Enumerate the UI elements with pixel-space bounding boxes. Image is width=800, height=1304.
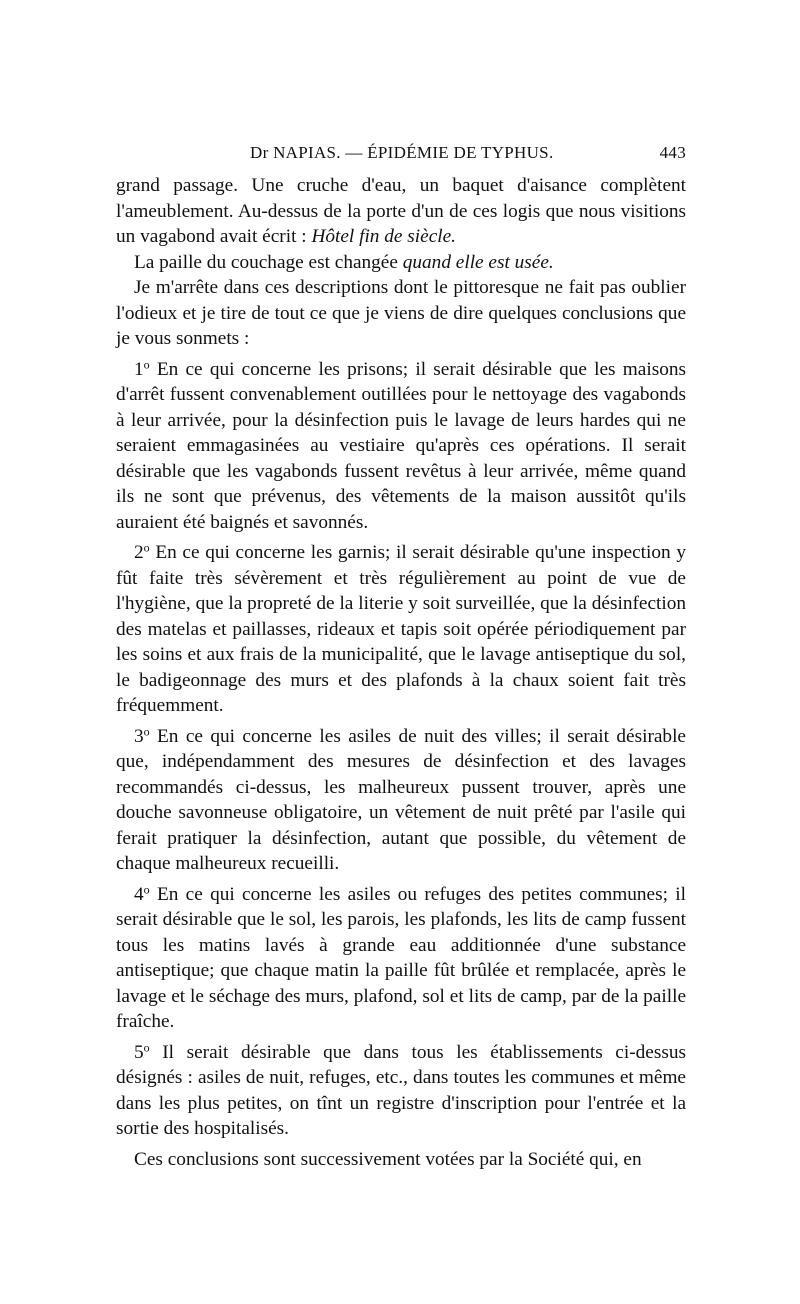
paragraph-conclusions-intro: Je m'arrête dans ces descriptions dont le pittoresque ne fait pas oublier l'odieux et je tire de tout ce que je viens de dire quelques conclusions que je vous sonmets : xyxy=(116,277,686,349)
degree-mark: o xyxy=(143,540,150,555)
page-number: 443 xyxy=(659,143,686,162)
conclusion-number: 1 xyxy=(134,358,144,380)
conclusion-number: 2 xyxy=(134,542,144,563)
italic-hotel-sign: Hôtel fin de siècle. xyxy=(311,226,456,247)
conclusion-1-prisons xyxy=(116,357,686,536)
conclusion-3-night-shelters xyxy=(116,724,686,877)
conclusion-text: En ce qui concerne les garnis; il serait désirable qu'une inspection y fût faite très sévèrement et très régulièrement au point de vue de l'hygiène, que la propreté de la literie y soit surveillée, que la désinfection des matelas et paillasses, rideaux et tapis soit opérée périodiquement par les soins et aux frais de la municipalité, que le lavage antiseptique du sol, le badigeonnage des murs et des plafonds à la chaux soient fait très fréquemment. xyxy=(116,542,686,716)
conclusion-number: 3 xyxy=(134,725,144,747)
conclusion-2-garnis xyxy=(116,540,686,719)
paragraph-straw xyxy=(116,250,686,276)
conclusion-text: Il serait désirable que dans tous les établissements ci-dessus désignés : asiles de nuit, refuges, etc., dans toutes les communes et même dans les plus petites, on tînt un registre d'inscription pour l'entrée et la sortie des hospitalisés. xyxy=(116,1041,686,1139)
degree-mark: o xyxy=(143,723,150,738)
degree-mark: o xyxy=(143,881,150,896)
conclusion-number: 5 xyxy=(134,1041,144,1063)
conclusion-text: En ce qui concerne les asiles ou refuges des petites communes; il serait désirable que le sol, les parois, les plafonds, les lits de camp fussent tous les matins lavés à grande eau additionnée d'une substance antiseptique; que chaque matin la paille fût brûlée et remplacée, après le lavage et le séchage des murs, plafond, sol et lits de camp, par de la paille fraîche. xyxy=(116,883,686,1032)
conclusion-text: En ce qui concerne les prisons; il serait désirable que les maisons d'arrêt fussent convenablement outillées pour le nettoyage des vagabonds à leur arrivée, pour la désinfection puis le lavage de leurs hardes qui ne seraient emmagasinées au vestiaire qu'après ces opérations. Il serait désirable que les vagabonds fussent revêtus à leur arrivée, même quand ils ne sont que prévenus, des vêtements de la maison aussitôt qu'ils auraient été baignés et savonnés. xyxy=(116,358,686,533)
conclusion-4-refuges xyxy=(116,882,686,1035)
conclusion-text: En ce qui concerne les asiles de nuit des villes; il serait désirable que, indépendamment des mesures de désinfection et des lavages recommandés ci-dessus, les malheureux pussent trouver, après une douche savonneuse obligatoire, un vêtement de nuit prêté par l'asile qui ferait pratiquer la désinfection, autant que possible, du vêtement de chaque malheureux recueilli. xyxy=(116,725,686,874)
conclusion-number: 4 xyxy=(134,883,144,905)
degree-mark: o xyxy=(143,1039,150,1054)
degree-mark: o xyxy=(143,356,150,371)
italic-when-worn: quand elle est usée. xyxy=(402,251,554,273)
running-title: Dr NAPIAS. — ÉPIDÉMIE DE TYPHUS. xyxy=(250,143,554,162)
conclusion-5-registry xyxy=(116,1040,686,1142)
page-body xyxy=(116,173,686,1172)
running-header xyxy=(116,143,686,173)
paragraph-text: grand passage. Une cruche d'eau, un baquet d'aisance complètent l'ameublement. Au-dessus de la porte d'un de ces logis que nous visitions un vagabond avait écrit : xyxy=(116,175,686,247)
paragraph-continuation xyxy=(116,173,686,250)
paragraph-text: La paille du couchage est changée xyxy=(134,251,398,273)
paragraph-vote: Ces conclusions sont successivement votées par la Société qui, en xyxy=(134,1148,642,1170)
book-page xyxy=(116,143,686,1172)
